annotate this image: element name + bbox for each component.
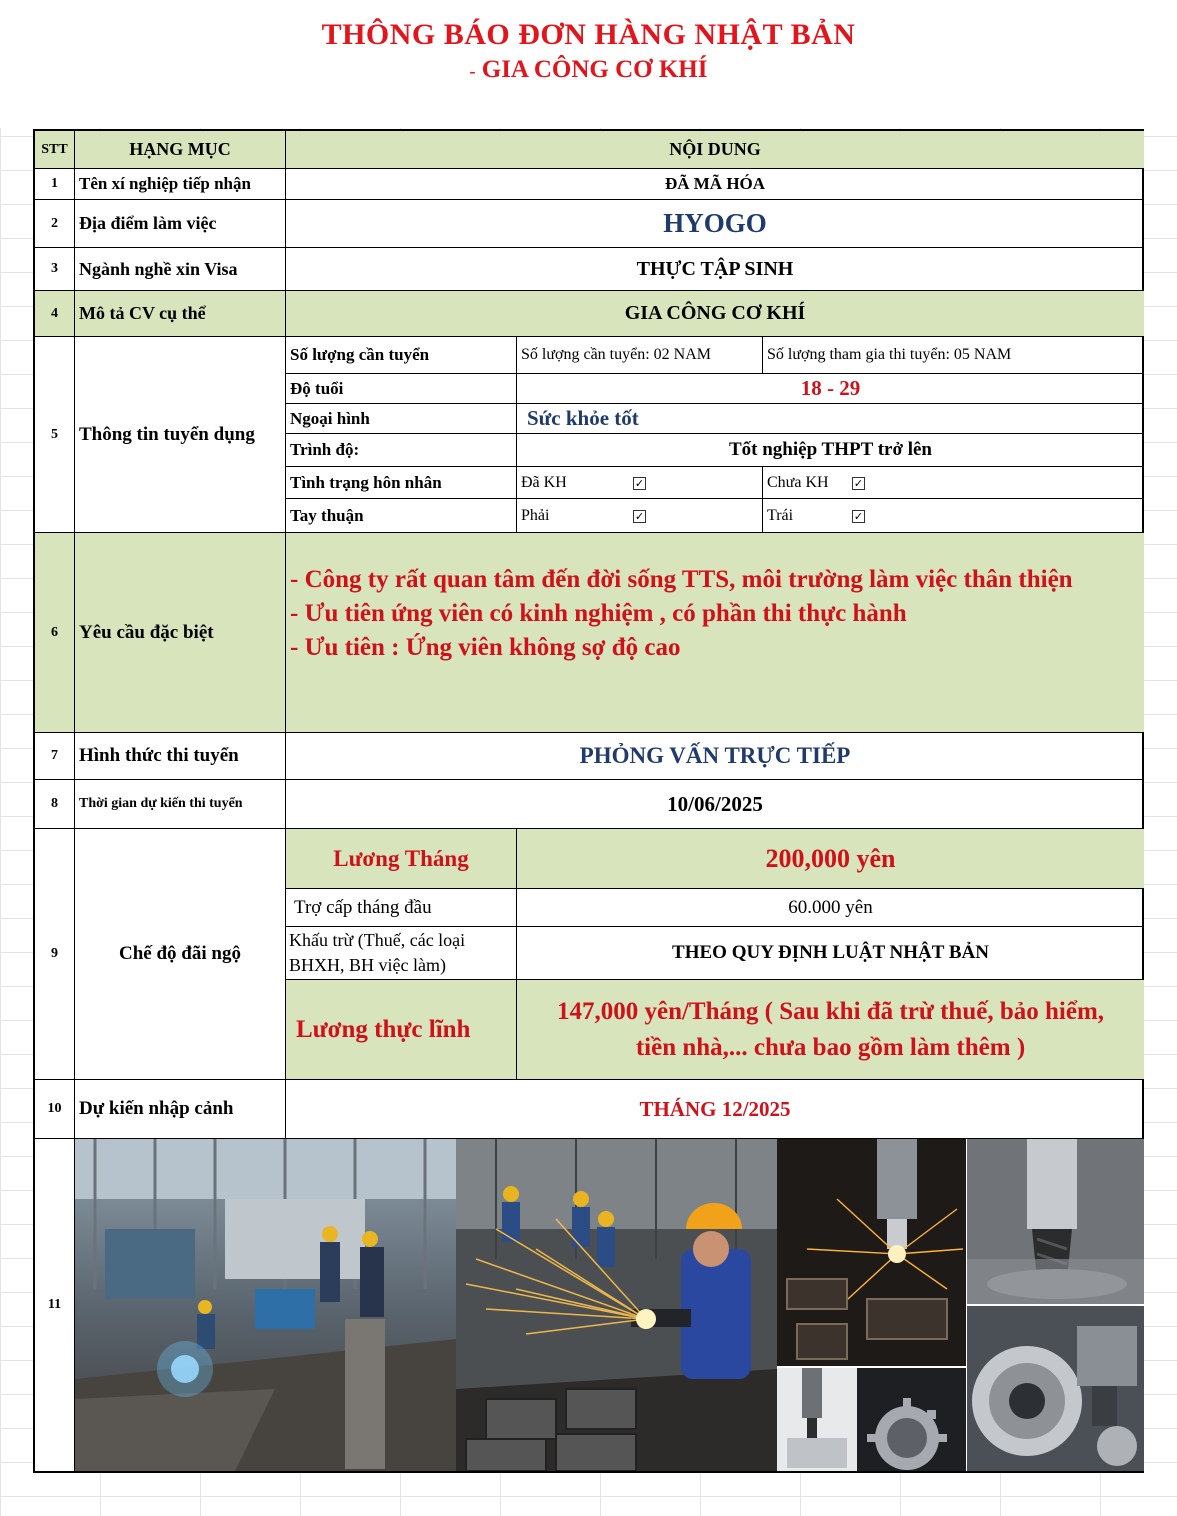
quantity-label: Số lượng cần tuyển <box>286 337 517 374</box>
factory-workers-photo <box>75 1139 456 1471</box>
row-2-label: Địa điểm làm việc <box>75 200 286 248</box>
requirement-item: - Ưu tiên : Ứng viên không sợ độ cao <box>290 634 681 661</box>
appearance-label: Ngoại hình <box>286 404 517 434</box>
row-7-label: Hình thức thi tuyển <box>75 733 286 780</box>
requirement-item: - Công ty rất quan tâm đến đời sống TTS, môi trường làm việc thân thiện <box>290 566 1073 593</box>
end-mill-photo <box>966 1139 1144 1304</box>
row-5-stt: 5 <box>35 337 75 533</box>
laser-cutting-photo <box>777 1139 966 1366</box>
row-4-label: Mô tả CV cụ thể <box>75 291 286 337</box>
married-option[interactable] <box>517 467 763 499</box>
row-9-stt: 9 <box>35 829 75 1080</box>
salary-label: Lương Tháng <box>286 829 517 889</box>
row-3-stt: 3 <box>35 248 75 291</box>
exam-date-value: 10/06/2025 <box>286 780 1144 829</box>
lathe-photo <box>966 1304 1144 1471</box>
education-label: Trình độ: <box>286 434 517 467</box>
row-6-stt: 6 <box>35 533 75 733</box>
married-text: Đã KH <box>521 473 567 491</box>
work-location-value: HYOGO <box>286 200 1144 248</box>
subtitle-dash: - <box>469 61 476 81</box>
row-1-stt: 1 <box>35 169 75 200</box>
row-10-stt: 10 <box>35 1080 75 1139</box>
visa-type-value: THỰC TẬP SINH <box>286 248 1144 291</box>
title-block <box>0 0 1177 128</box>
order-table <box>33 129 1144 1473</box>
net-salary-label: Lương thực lĩnh <box>286 980 517 1080</box>
page-subtitle <box>0 56 1177 84</box>
grinding-worker-photo <box>456 1139 777 1471</box>
row-8-stt: 8 <box>35 780 75 829</box>
exam-format-value: PHỎNG VẤN TRỰC TIẾP <box>286 733 1144 780</box>
header-content: NỘI DUNG <box>286 131 1144 169</box>
quantity-value: Số lượng cần tuyển: 02 NAM <box>517 337 763 374</box>
company-name-value: ĐÃ MÃ HÓA <box>286 169 1144 200</box>
row-1-label: Tên xí nghiệp tiếp nhận <box>75 169 286 200</box>
salary-value: 200,000 yên <box>517 829 1144 889</box>
hand-label: Tay thuận <box>286 499 517 533</box>
deduction-label: Khấu trừ (Thuế, các loại BHXH, BH việc làm) <box>286 927 517 980</box>
appearance-value: Sức khỏe tốt <box>517 404 1144 434</box>
right-hand-checkbox-icon[interactable]: ✓ <box>634 509 645 523</box>
row-9-label: Chế độ đãi ngộ <box>75 829 286 1080</box>
marital-label: Tình trạng hôn nhân <box>286 467 517 499</box>
exam-quantity-value: Số lượng tham gia thi tuyển: 05 NAM <box>763 337 1144 374</box>
row-2-stt: 2 <box>35 200 75 248</box>
header-category: HẠNG MỤC <box>75 131 286 169</box>
row-5-label: Thông tin tuyển dụng <box>75 337 286 533</box>
subtitle-text: GIA CÔNG CƠ KHÍ <box>481 56 708 83</box>
special-requirements <box>286 533 1144 733</box>
row-3-label: Ngành nghề xin Visa <box>75 248 286 291</box>
row-7-stt: 7 <box>35 733 75 780</box>
row-11-stt: 11 <box>35 1139 75 1471</box>
page-title: THÔNG BÁO ĐƠN HÀNG NHẬT BẢN <box>321 18 856 51</box>
row-10-label: Dự kiến nhập cảnh <box>75 1080 286 1139</box>
married-checkbox-icon[interactable]: ✓ <box>634 476 645 490</box>
single-checkbox-icon[interactable]: ✓ <box>853 476 864 490</box>
right-hand-option[interactable] <box>517 499 763 533</box>
single-option[interactable] <box>763 467 1144 499</box>
entry-date-value: THÁNG 12/2025 <box>286 1080 1144 1139</box>
deduction-value: THEO QUY ĐỊNH LUẬT NHẬT BẢN <box>517 927 1144 980</box>
single-text: Chưa KH <box>767 473 829 491</box>
age-label: Độ tuổi <box>286 374 517 404</box>
age-value: 18 - 29 <box>517 374 1144 404</box>
left-hand-checkbox-icon[interactable]: ✓ <box>853 509 864 523</box>
row-4-stt: 4 <box>35 291 75 337</box>
left-hand-text: Trái <box>767 506 794 524</box>
left-hand-option[interactable] <box>763 499 1144 533</box>
row-6-label: Yêu cầu đặc biệt <box>75 533 286 733</box>
header-stt: STT <box>35 131 75 169</box>
right-hand-text: Phải <box>521 506 550 524</box>
job-description-value: GIA CÔNG CƠ KHÍ <box>286 291 1144 337</box>
allowance-label: Trợ cấp tháng đầu <box>286 889 517 927</box>
requirement-item: - Ưu tiên ứng viên có kinh nghiệm , có phần thi thực hành <box>290 600 907 627</box>
education-value: Tốt nghiệp THPT trở lên <box>517 434 1144 467</box>
net-salary-value: 147,000 yên/Tháng ( Sau khi đã trừ thuế, bảo hiểm, tiền nhà,... chưa bao gồm làm thêm ) <box>517 980 1144 1080</box>
row-8-label: Thời gian dự kiến thi tuyển <box>75 780 286 829</box>
machined-parts-photo <box>777 1366 966 1471</box>
allowance-value: 60.000 yên <box>517 889 1144 927</box>
